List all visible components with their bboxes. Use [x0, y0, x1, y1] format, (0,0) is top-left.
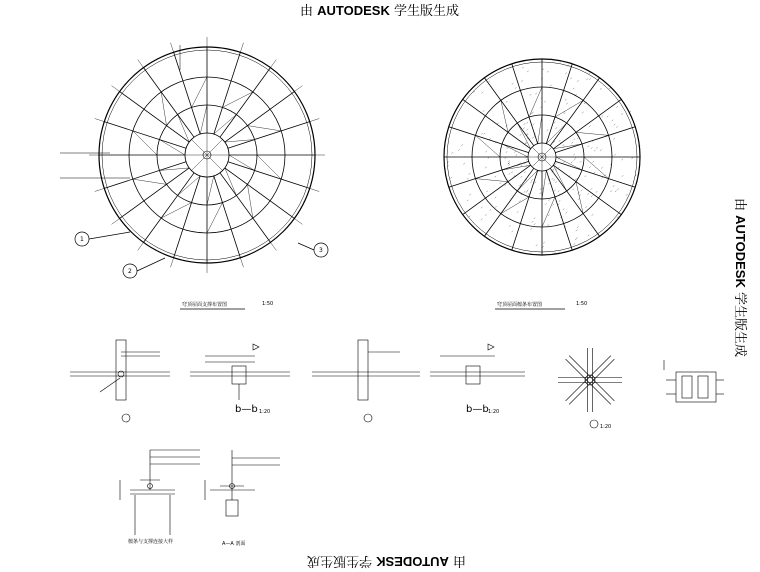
callout-1-label: 1: [80, 236, 84, 243]
detail-1: [70, 340, 170, 422]
right-dome-plan: [444, 59, 640, 255]
section-bb-2: b—b: [466, 404, 489, 415]
detail-drawings: [70, 340, 724, 535]
section-bb-2-scale: 1:20: [488, 409, 500, 415]
left-plan-title: 穹顶屋面支撑布置图: [182, 302, 228, 308]
right-plan-title: 穹顶屋面檩条布置图: [497, 302, 543, 308]
bottom-left-detail-title: 檩条与支撑连接大样: [128, 539, 174, 545]
detail-3: [312, 340, 420, 422]
left-plan-scale: 1:50: [262, 301, 274, 307]
callout-markers: [75, 232, 328, 278]
watermark-left: [0, 210, 1, 369]
star-detail-scale: 1:20: [600, 424, 612, 430]
section-bb-1-scale: 1:20: [259, 409, 271, 415]
connector-detail: [664, 360, 724, 402]
callout-3-label: 3: [319, 247, 323, 254]
aa-section-label: A—A 剖面: [222, 541, 246, 547]
callout-2-label: 2: [128, 268, 132, 275]
star-node-detail: [558, 348, 622, 428]
watermark-bottom: 由 AUTODESK 学生版生成: [307, 553, 467, 569]
watermark-right: 由 AUTODESK 学生版生成: [732, 197, 749, 358]
right-plan-scale: 1:50: [576, 301, 588, 307]
watermark-top: 由 AUTODESK 学生版生成: [300, 3, 460, 19]
purlin-support-detail: [120, 450, 200, 535]
detail-bb-2: [430, 344, 525, 384]
aa-section-detail: [205, 450, 280, 516]
detail-bb-1: [190, 344, 290, 400]
section-bb-1: b—b: [235, 404, 258, 415]
left-dome-plan: [60, 37, 325, 273]
